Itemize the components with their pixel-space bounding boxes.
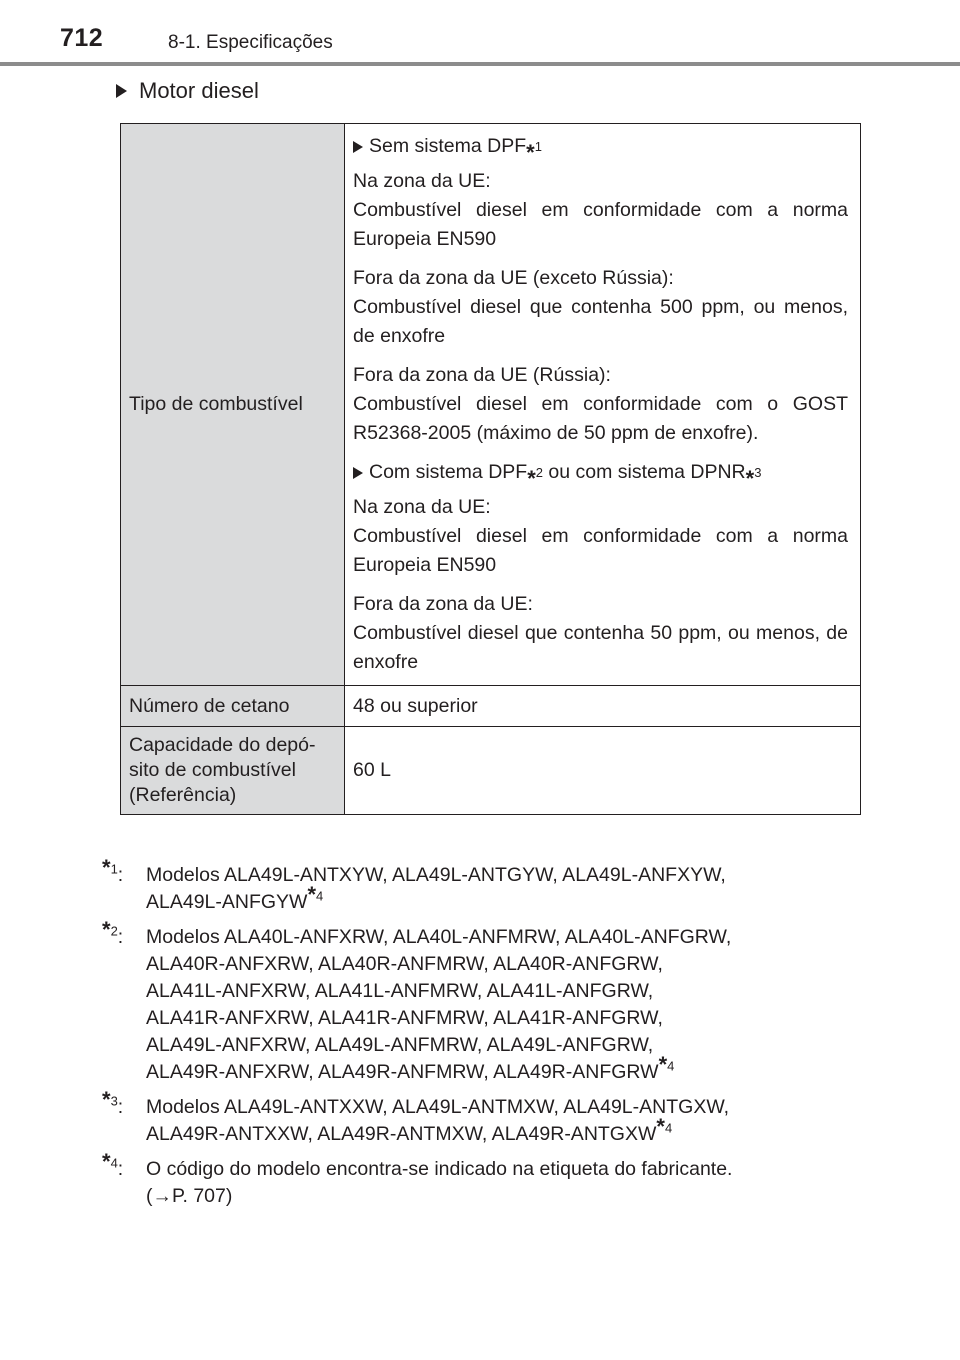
triangle-bullet-icon	[353, 141, 363, 153]
footnote-2: *$^2$: Modelos ALA40L-ANFXRW, ALA40L-ANFMRW, ALA40L-ANFGRW, ALA40R-ANFXRW, ALA40R-ANFMRW, ALA40R-ANFGRW, ALA41L-ANFXRW, ALA41L-ANFMRW, ALA41L-ANFGRW, ALA41R-ANFXRW, ALA41R-ANFMRW, ALA41R-ANFGRW, ALA49L-ANFXRW, ALA49L-ANFMRW, ALA49L-ANFGRW, ALA49R-ANFXRW, ALA49R-ANFMRW, ALA49R-ANFGRW*$^4$	[102, 917, 732, 1083]
subheading-without-dpf: Sem sistema DPF * 1	[353, 132, 848, 161]
section-title: 8-1. Especificações	[168, 32, 333, 53]
cetane-label: Número de cetano	[121, 686, 345, 727]
triangle-bullet-icon	[353, 467, 363, 479]
tank-capacity-label: Capacidade do depó- sito de combustível (Referência)	[121, 727, 345, 815]
tank-capacity-value: 60 L	[345, 727, 861, 815]
table-row	[121, 686, 861, 727]
heading-text: Motor diesel	[139, 78, 259, 103]
table-row	[121, 727, 861, 815]
page-reference-link[interactable]: (→P. 707)	[146, 1185, 233, 1207]
fuel-type-label: Tipo de combustível	[121, 124, 345, 686]
page-number: 712	[60, 24, 104, 52]
spec-table	[120, 123, 861, 815]
page-header	[0, 0, 960, 66]
footnotes	[102, 855, 882, 1218]
paragraph: Fora da zona da UE (Rússia): Combustível diesel em conformidade com o GOST R52368-2005 (máximo de 50 ppm de enxofre).	[353, 364, 848, 444]
fuel-type-value	[345, 124, 861, 686]
subheading-with-dpf: Com sistema DPF * 2 ou com sistema DPNR * 3	[353, 458, 848, 487]
footnote-3: *$^3$: Modelos ALA49L-ANTXXW, ALA49L-ANTMXW, ALA49L-ANTGXW, ALA49R-ANTXXW, ALA49R-ANTMXW, ALA49R-ANTGXW*$^4$	[102, 1087, 730, 1145]
paragraph: Fora da zona da UE (exceto Rússia): Combustível diesel que contenha 500 ppm, ou menos, de enxofre	[353, 267, 848, 347]
footnote-1: *$^1$: Modelos ALA49L-ANTXYW, ALA49L-ANTGYW, ALA49L-ANFXYW, ALA49L-ANFGYW*$^4$	[102, 855, 726, 913]
footnote-4: *$^4$: O código do modelo encontra-se indicado na etiqueta do fabricante. (→P. 707)	[102, 1156, 882, 1210]
header-divider	[0, 62, 960, 66]
table-row	[121, 124, 861, 686]
cetane-value: 48 ou superior	[345, 686, 861, 727]
paragraph: Na zona da UE: Combustível diesel em conformidade com a norma Europeia EN590	[353, 496, 848, 576]
paragraph: Na zona da UE: Combustível diesel em conformidade com a norma Europeia EN590	[353, 170, 848, 250]
section-heading	[116, 78, 259, 104]
triangle-bullet-icon	[116, 84, 127, 98]
paragraph: Fora da zona da UE: Combustível diesel que contenha 50 ppm, ou menos, de enxofre	[353, 593, 848, 673]
